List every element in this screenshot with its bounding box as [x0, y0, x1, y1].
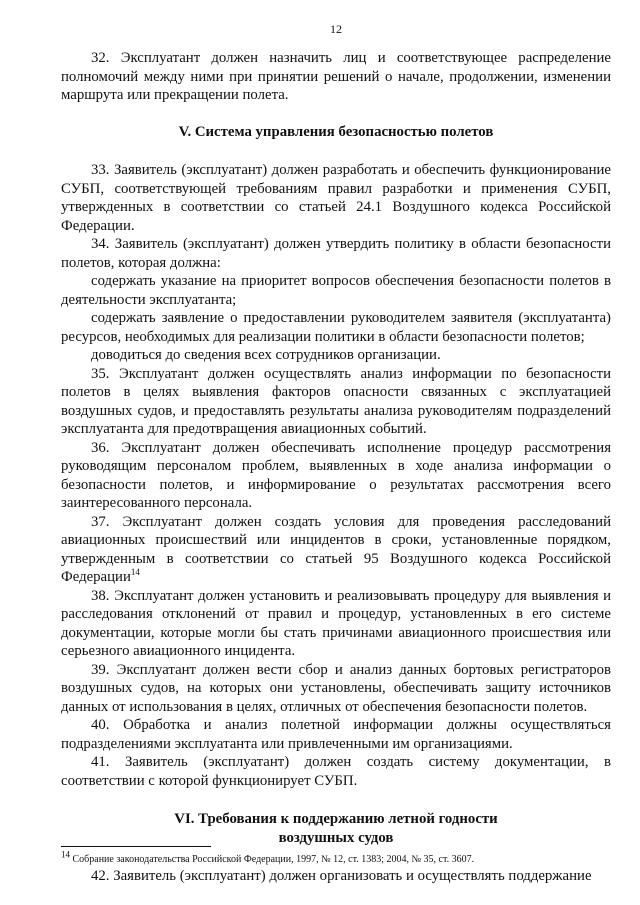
paragraph-34-item-2: содержать заявление о предоставлении руководителем заявителя (эксплуатанта) ресурсов, необходимых для реализации политики в области безопасности полетов; — [61, 310, 611, 345]
paragraph-37 — [61, 513, 611, 587]
section-5-heading: V. Система управления безопасностью полетов — [178, 123, 494, 140]
paragraph-35: 35. Эксплуатант должен осуществлять анализ информации по безопасности полетов в целях выявления факторов опасности связанных с эксплуатацией воздушных судов, и предоставлять результаты анализа руководителям подразделений эксплуатанта для предотвращения авиационных событий. — [61, 365, 611, 437]
paragraph-36: 36. Эксплуатант должен обеспечивать исполнение процедур рассмотрения руководящим персоналом проблем, выявленных в ходе анализа информации о безопасности полетов, и информирование о результатах рассмотрения всего заинтересованного персонала. — [61, 439, 611, 511]
document-body — [61, 49, 611, 886]
paragraph-34-item-1: содержать указание на приоритет вопросов обеспечения безопасности полетов в деятельности эксплуатанта; — [61, 273, 611, 308]
paragraph-32: 32. Эксплуатант должен назначить лиц и соответствующее распределение полномочий между ними при принятии решений о начале, продолжении, изменении маршрута или прекращении полета. — [61, 50, 611, 103]
paragraph-37-text: 37. Эксплуатант должен создать условия для проведения расследований авиационных происшествий или инцидентов в сроки, установленные порядком, утвержденным в соответствии со статьей 95 Воздушного кодекса Российской Федерации — [61, 513, 611, 585]
footnote-reference: 14 — [130, 567, 140, 578]
footnote-text: Собрание законодательства Российской Федерации, 1997, № 12, ст. 1383; 2004, № 35, ст. 3607. — [72, 854, 475, 865]
footnote-divider — [61, 846, 211, 847]
paragraph-33: 33. Заявитель (эксплуатант) должен разработать и обеспечить функционирование СУБП, соответствующей требованиям правил разработки и применения СУБП, утвержденных в соответствии со статьей 24.1 Воздушного кодекса Российской Федерации. — [61, 162, 611, 234]
paragraph-42: 42. Заявитель (эксплуатант) должен организовать и осуществлять поддержание — [91, 868, 592, 884]
section-6-heading-line-2: воздушных судов — [278, 829, 394, 846]
paragraph-40: 40. Обработка и анализ полетной информации должны осуществляться подразделениями эксплуатанта или привлеченными им организациями. — [61, 717, 611, 752]
paragraph-34-item-3: доводиться до сведения всех сотрудников организации. — [91, 347, 441, 363]
paragraph-38: 38. Эксплуатант должен установить и реализовывать процедуру для выявления и расследования отклонений от правил и процедур, установленных в его системе документации, которые могли бы стать причинами авиационного происшествия или серьезного авиационного инцидента. — [61, 587, 611, 659]
paragraph-34: 34. Заявитель (эксплуатант) должен утвердить политику в области безопасности полетов, которая должна: — [61, 236, 611, 271]
footnote — [61, 849, 611, 866]
page-number: 12 — [330, 22, 342, 36]
paragraph-41: 41. Заявитель (эксплуатант) должен создать систему документации, в соответствии с которой функционирует СУБП. — [61, 754, 611, 789]
footnote-mark: 14 — [61, 849, 70, 860]
section-6-heading-line-1: VI. Требования к поддержанию летной годности — [174, 811, 498, 827]
document-page — [61, 0, 611, 905]
paragraph-39: 39. Эксплуатант должен вести сбор и анализ данных бортовых регистраторов воздушных судов, на которых они установлены, обеспечивать защиту источников данных от использования в целях, отличных от обеспечения безопасности полетов. — [61, 661, 611, 715]
